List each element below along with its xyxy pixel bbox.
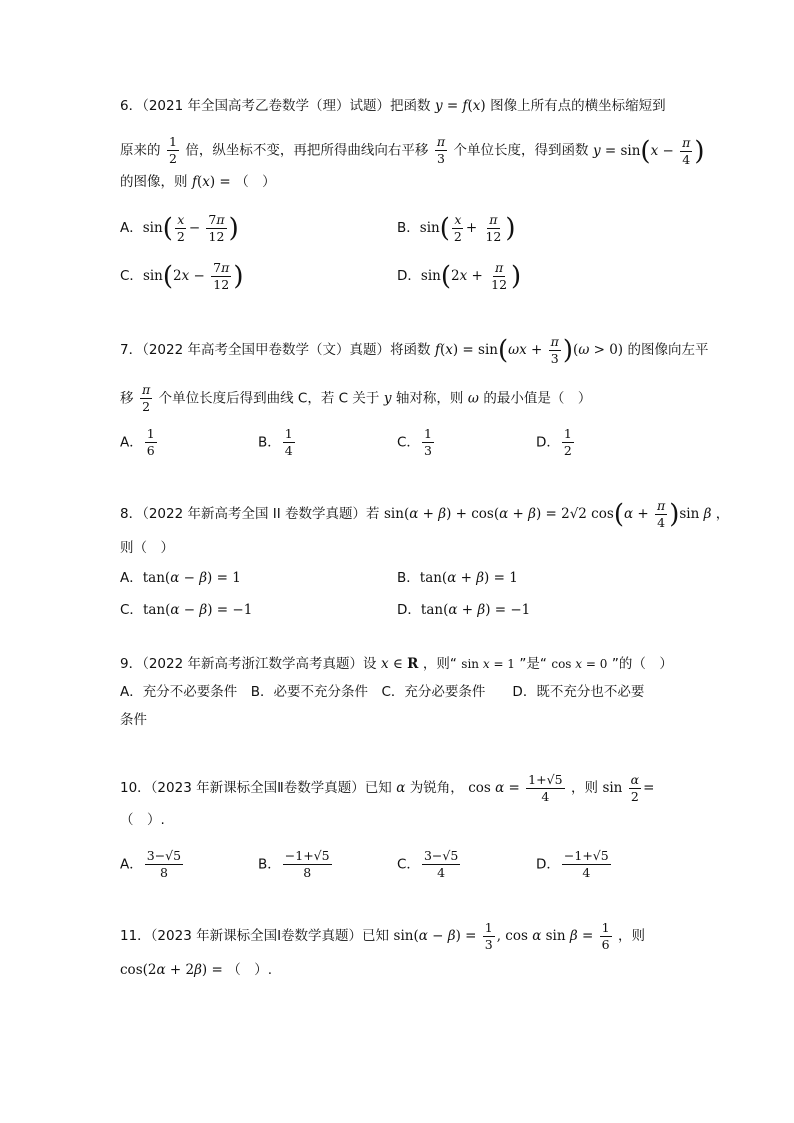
q8-option-d[interactable]: D．tan(α + β) = −1 bbox=[397, 602, 531, 618]
q7-option-c[interactable]: C． $\frac{1}{3}$ bbox=[397, 426, 432, 458]
question-8-line-2: 则（ ） bbox=[120, 540, 174, 556]
q8-option-a[interactable]: A．tan(α − β) = 1 bbox=[120, 570, 241, 586]
q10-option-c[interactable]: C． $\frac{3-√5}{4}$ bbox=[397, 848, 459, 880]
q10-option-d[interactable]: D． $\frac{-1+√5}{4}$ bbox=[536, 848, 609, 880]
q10-option-a[interactable]: A． $\frac{3-√5}{8}$ bbox=[120, 848, 182, 880]
q8-option-c[interactable]: C．tan(α − β) = −1 bbox=[120, 602, 253, 618]
q7-option-d[interactable]: D． $\frac{1}{2}$ bbox=[536, 426, 572, 458]
question-9-line-1: 9．（2022 年新高考浙江数学高考真题）设 x ∈ R ，则“ sin x = 1 ”是“ cos x = 0 ”的（ ） bbox=[120, 656, 673, 672]
q6-option-c[interactable]: C．sin(2x − $\frac{7\pi}{12}$ ) bbox=[120, 260, 244, 292]
q6-option-d[interactable]: D．sin(2x + $\frac{\pi}{12}$ ) bbox=[397, 260, 522, 292]
q9-options-wrap: 条件 bbox=[120, 712, 147, 728]
q6-option-a[interactable]: A．sin( $\frac{x}{2}$ − $\frac{7\pi}{12}$ ) bbox=[120, 212, 239, 244]
question-7-line-1: 7．（2022 年高考全国甲卷数学（文）真题）将函数 f(x) = sin(ωx + $\frac{\pi}{3}$ )(ω > 0) 的图像向左平 bbox=[120, 334, 709, 366]
question-7-line-2: 移 $\frac{\pi}{2}$ 个单位长度后得到曲线 C，若 C 关于 y 轴对称，则 ω 的最小值是（ ） bbox=[120, 382, 592, 414]
q10-option-b[interactable]: B． $\frac{-1+√5}{8}$ bbox=[258, 848, 330, 880]
question-8-line-1: 8．（2022 年新高考全国 II 卷数学真题）若 sin(α + β) + cos(α + β) = 2√2 cos(α + $\frac{\pi}{4}$ )sin β ， bbox=[120, 498, 730, 530]
question-10-line-2: （ ）. bbox=[120, 812, 165, 828]
question-6-line-3: 的图像，则 f(x) = （ ） bbox=[120, 174, 276, 190]
q6-option-b[interactable]: B．sin( $\frac{x}{2}$ + $\frac{\pi}{12}$ ) bbox=[397, 212, 516, 244]
question-10-line-1: 10．（2023 年新课标全国Ⅱ卷数学真题）已知 α 为锐角， cos α = $\frac{1+√5}{4}$ ，则 sin $\frac{\alpha}{2}$ = bbox=[120, 772, 655, 804]
q9-options-line[interactable]: A．充分不必要条件 B．必要不充分条件 C．充分必要条件 D．既不充分也不必要 bbox=[120, 684, 645, 700]
q8-option-b[interactable]: B．tan(α + β) = 1 bbox=[397, 570, 518, 586]
question-6-line-1: 6．（2021 年全国高考乙卷数学（理）试题）把函数 y = f(x) 图像上所有点的横坐标缩短到 bbox=[120, 98, 666, 114]
question-11-line-2: cos(2α + 2β) = （ ）. bbox=[120, 962, 273, 978]
question-11-line-1: 11．（2023 年新课标全国Ⅰ卷数学真题）已知 sin(α − β) = $\frac{1}{3}$ , cos α sin β = $\frac{1}{6}$ ，则 bbox=[120, 920, 645, 952]
q7-option-a[interactable]: A． $\frac{1}{6}$ bbox=[120, 426, 155, 458]
q7-option-b[interactable]: B． $\frac{1}{4}$ bbox=[258, 426, 293, 458]
question-6-line-2: 原来的 $\frac{1}{2}$ 倍，纵坐标不变，再把所得曲线向右平移 $\frac{\pi}{3}$ 个单位长度，得到函数 y = sin(x − $\frac{\pi}{4}$ ) bbox=[120, 134, 705, 167]
